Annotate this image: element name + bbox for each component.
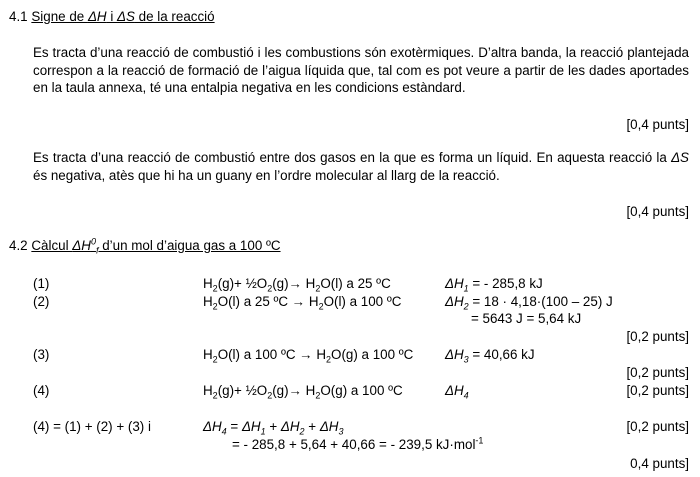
equation-label: (4) [33, 383, 50, 398]
enthalpy-1: $\Delta H_1$ = - 285,8 kJ [445, 276, 543, 294]
section-number: 4.2 [9, 238, 28, 253]
enthalpy-2: $\Delta H_2 = 18 \cdot 4,18\cdot(100 - 25)$ J [445, 294, 613, 312]
paragraph-entropy: Es tracta d’una reacció de combustió entre dos gasos en la que es forma un líquid. En aquesta reacció la ΔS és negativa, atès que hi ha un guany en l’ordre molecular al llarg de la reacció. [33, 150, 689, 183]
section-4-1-heading [9, 8, 215, 25]
points-label: [0,2 punts] [626, 329, 689, 344]
equation-label: (3) [33, 347, 50, 362]
reaction-1: $H_2(g)+$ $\frac{1}{2}O_2(g)\to H_2O(l)$ a 25 ºC [203, 276, 391, 294]
section-number: 4.1 [9, 9, 28, 24]
section-title: Signe de ΔH i ΔS de la reacció [31, 9, 215, 24]
points-label: [0,2 punts] [626, 419, 689, 434]
points-label: [0,2 punts] [626, 383, 689, 398]
section-title: Càlcul $\Delta H^0_f$ d’un mol d’aigua gas a 100 ºC [31, 236, 281, 256]
equation-label: (1) [33, 276, 50, 291]
reaction-2: $H_2O(l)$ a 25 ºC → $H_2O(l)$ a 100 ºC [203, 294, 402, 312]
points-label: [0,4 punts] [626, 117, 689, 132]
paragraph-enthalpy: Es tracta d’una reacció de combustió i les combustions són exotèrmiques. D’altra banda, la reacció plantejada correspon a la reacció de formació de l’aigua líquida que, tal com es pot veure a partir de les dades aportades en la taula annexa, té una entalpia negativa en les condicions estàndard. [33, 45, 689, 95]
points-label: 0,4 punts] [630, 456, 689, 471]
hess-law-label: (4) = (1) + (2) + (3) i [33, 419, 151, 434]
reaction-3: $H_2O(l)$ a 100 ºC → $H_2O(g)$ a 100 ºC [203, 347, 414, 365]
enthalpy-3: $\Delta H_3 = 40,66$ kJ [445, 347, 535, 365]
hess-law-equation: $\Delta H_4 = \Delta H_1 + \Delta H_2 + \Delta H_3$ [203, 419, 344, 437]
section-4-2-heading [9, 237, 281, 254]
reaction-4: $H_2(g)+$ $\frac{1}{2}O_2(g)\to H_2O(g)$ a 100 ºC [203, 383, 403, 401]
points-label: [0,4 punts] [626, 204, 689, 219]
enthalpy-2-result: = 5643 J = 5,64 kJ [471, 311, 582, 326]
enthalpy-4: $\Delta H_4$ [445, 383, 469, 401]
equation-label: (2) [33, 294, 50, 309]
points-label: [0,2 punts] [626, 365, 689, 380]
hess-law-result: = - 285,8 + 5,64 + 40,66 = - 239,5 kJ·mol$^{-1}$ [232, 435, 484, 452]
